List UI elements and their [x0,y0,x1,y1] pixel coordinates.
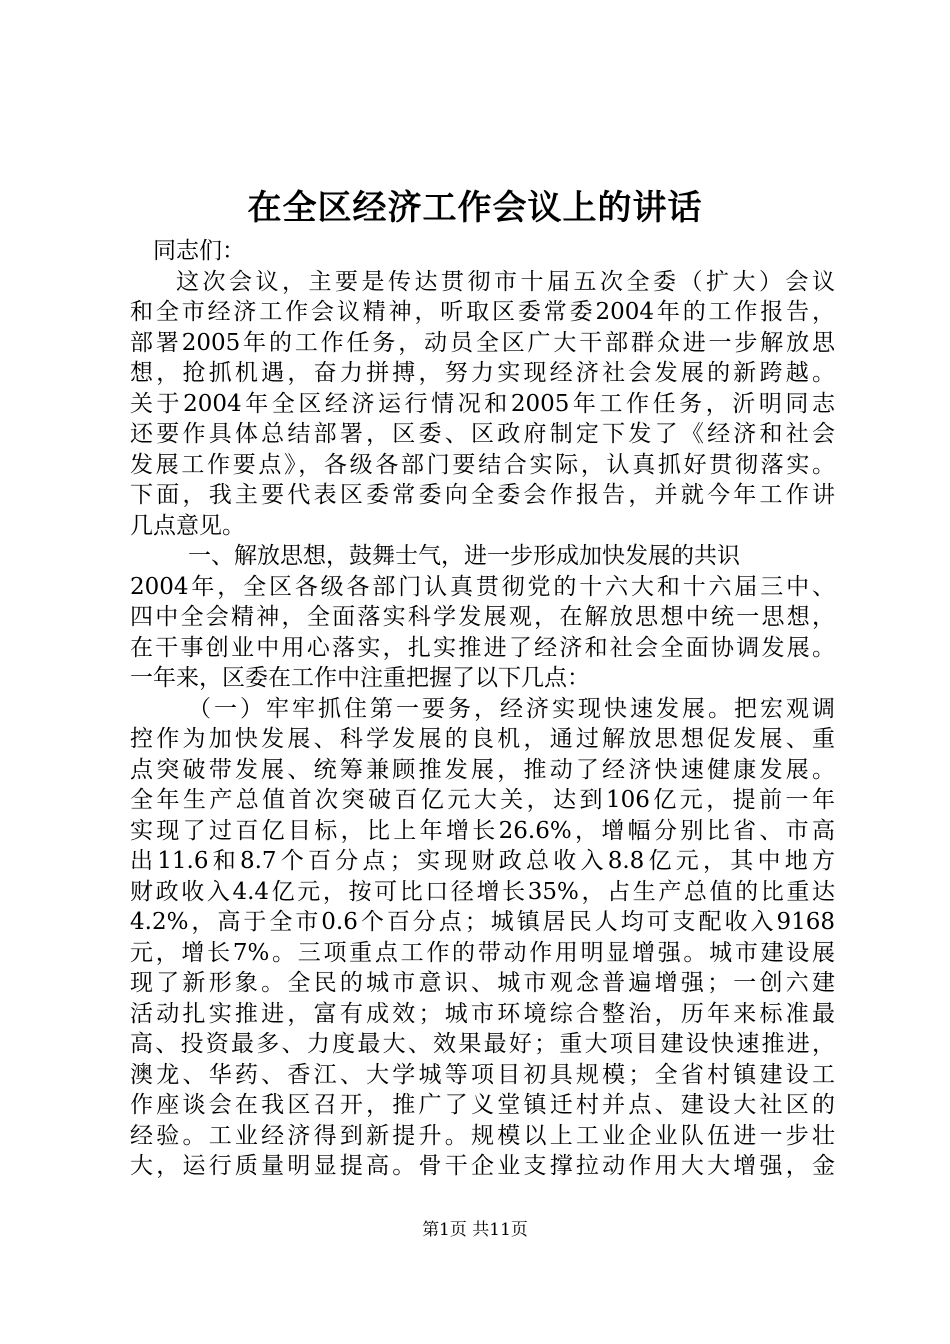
paragraph-line: 大，运行质量明显提高。骨干企业支撑拉动作用大大增强，金 [130,1153,835,1179]
paragraph-line: 活动扎实推进，富有成效；城市环境综合整治，历年来标准最 [130,1000,835,1027]
paragraph-line: 作座谈会在我区召开，推广了义堂镇迁村并点、建设大社区的 [130,1092,835,1118]
paragraph-line: 部署2005年的工作任务，动员全区广大干部群众进一步解放思 [130,329,835,356]
paragraph-line: 澳龙、华药、香江、大学城等项目初具规模；全省村镇建设工 [130,1061,835,1088]
paragraph-line: 在干事创业中用心落实，扎实推进了经济和社会全面协调发展。 [130,634,835,661]
paragraph-line: 想，抢抓机遇，奋力拼搏，努力实现经济社会发展的新跨越。 [130,360,835,386]
paragraph-line: 控作为加快发展、科学发展的良机，通过解放思想促发展、重 [130,726,835,752]
document-title: 在全区经济工作会议上的讲话 [247,188,703,228]
paragraph-line: 4.2%，高于全市0.6个百分点；城镇居民人均可支配收入9168 [130,909,835,935]
document-body [130,236,835,1182]
paragraph-line: 全年生产总值首次突破百亿元大关，达到106亿元，提前一年 [130,787,835,813]
paragraph-line: 几点意见。 [130,512,245,539]
paragraph-line: 这次会议，主要是传达贯彻市十届五次全委（扩大）会议 [176,268,835,295]
paragraph-line: 发展工作要点》，各级各部门要结合实际，认真抓好贯彻落实。 [130,451,835,478]
paragraph-line: 经验。工业经济得到新提升。规模以上工业企业队伍进一步壮 [130,1122,835,1149]
paragraph-line: 关于2004年全区经济运行情况和2005年工作任务，沂明同志 [130,390,835,417]
paragraph-line: 实现了过百亿目标，比上年增长26.6%，增幅分别比省、市高 [130,817,835,844]
paragraph-line: 2004年，全区各级各部门认真贯彻党的十六大和十六届三中、 [130,573,835,600]
paragraph-line: 财政收入4.4亿元，按可比口径增长35%，占生产总值的比重达 [130,878,835,905]
salutation-line: 同志们： [153,238,245,264]
paragraph-line: 和全市经济工作会议精神，听取区委常委2004年的工作报告， [130,299,835,325]
section-heading: 一、解放思想，鼓舞士气，进一步形成加快发展的共识 [188,543,740,569]
paragraph-line: 四中全会精神，全面落实科学发展观，在解放思想中统一思想， [130,604,835,630]
paragraph-line: 现了新形象。全民的城市意识、城市观念普遍增强；一创六建 [130,970,835,996]
paragraph-line: 下面，我主要代表区委常委向全委会作报告，并就今年工作讲 [130,482,835,508]
paragraph-line: 一年来，区委在工作中注重把握了以下几点： [130,665,590,691]
paragraph-line: 高、投资最多、力度最大、效果最好；重大项目建设快速推进， [130,1031,835,1057]
paragraph-line: 还要作具体总结部署，区委、区政府制定下发了《经济和社会 [130,421,835,447]
paragraph-line: （一）牢牢抓住第一要务，经济实现快速发展。把宏观调 [188,695,835,722]
paragraph-line: 出11.6和8.7个百分点；实现财政总收入8.8亿元，其中地方 [130,848,835,874]
paragraph-line: 点突破带发展、统筹兼顾推发展，推动了经济快速健康发展。 [130,756,835,783]
page-footer: 第1页 共11页 [422,1220,528,1240]
paragraph-line: 元，增长7%。三项重点工作的带动作用明显增强。城市建设展 [130,939,835,966]
